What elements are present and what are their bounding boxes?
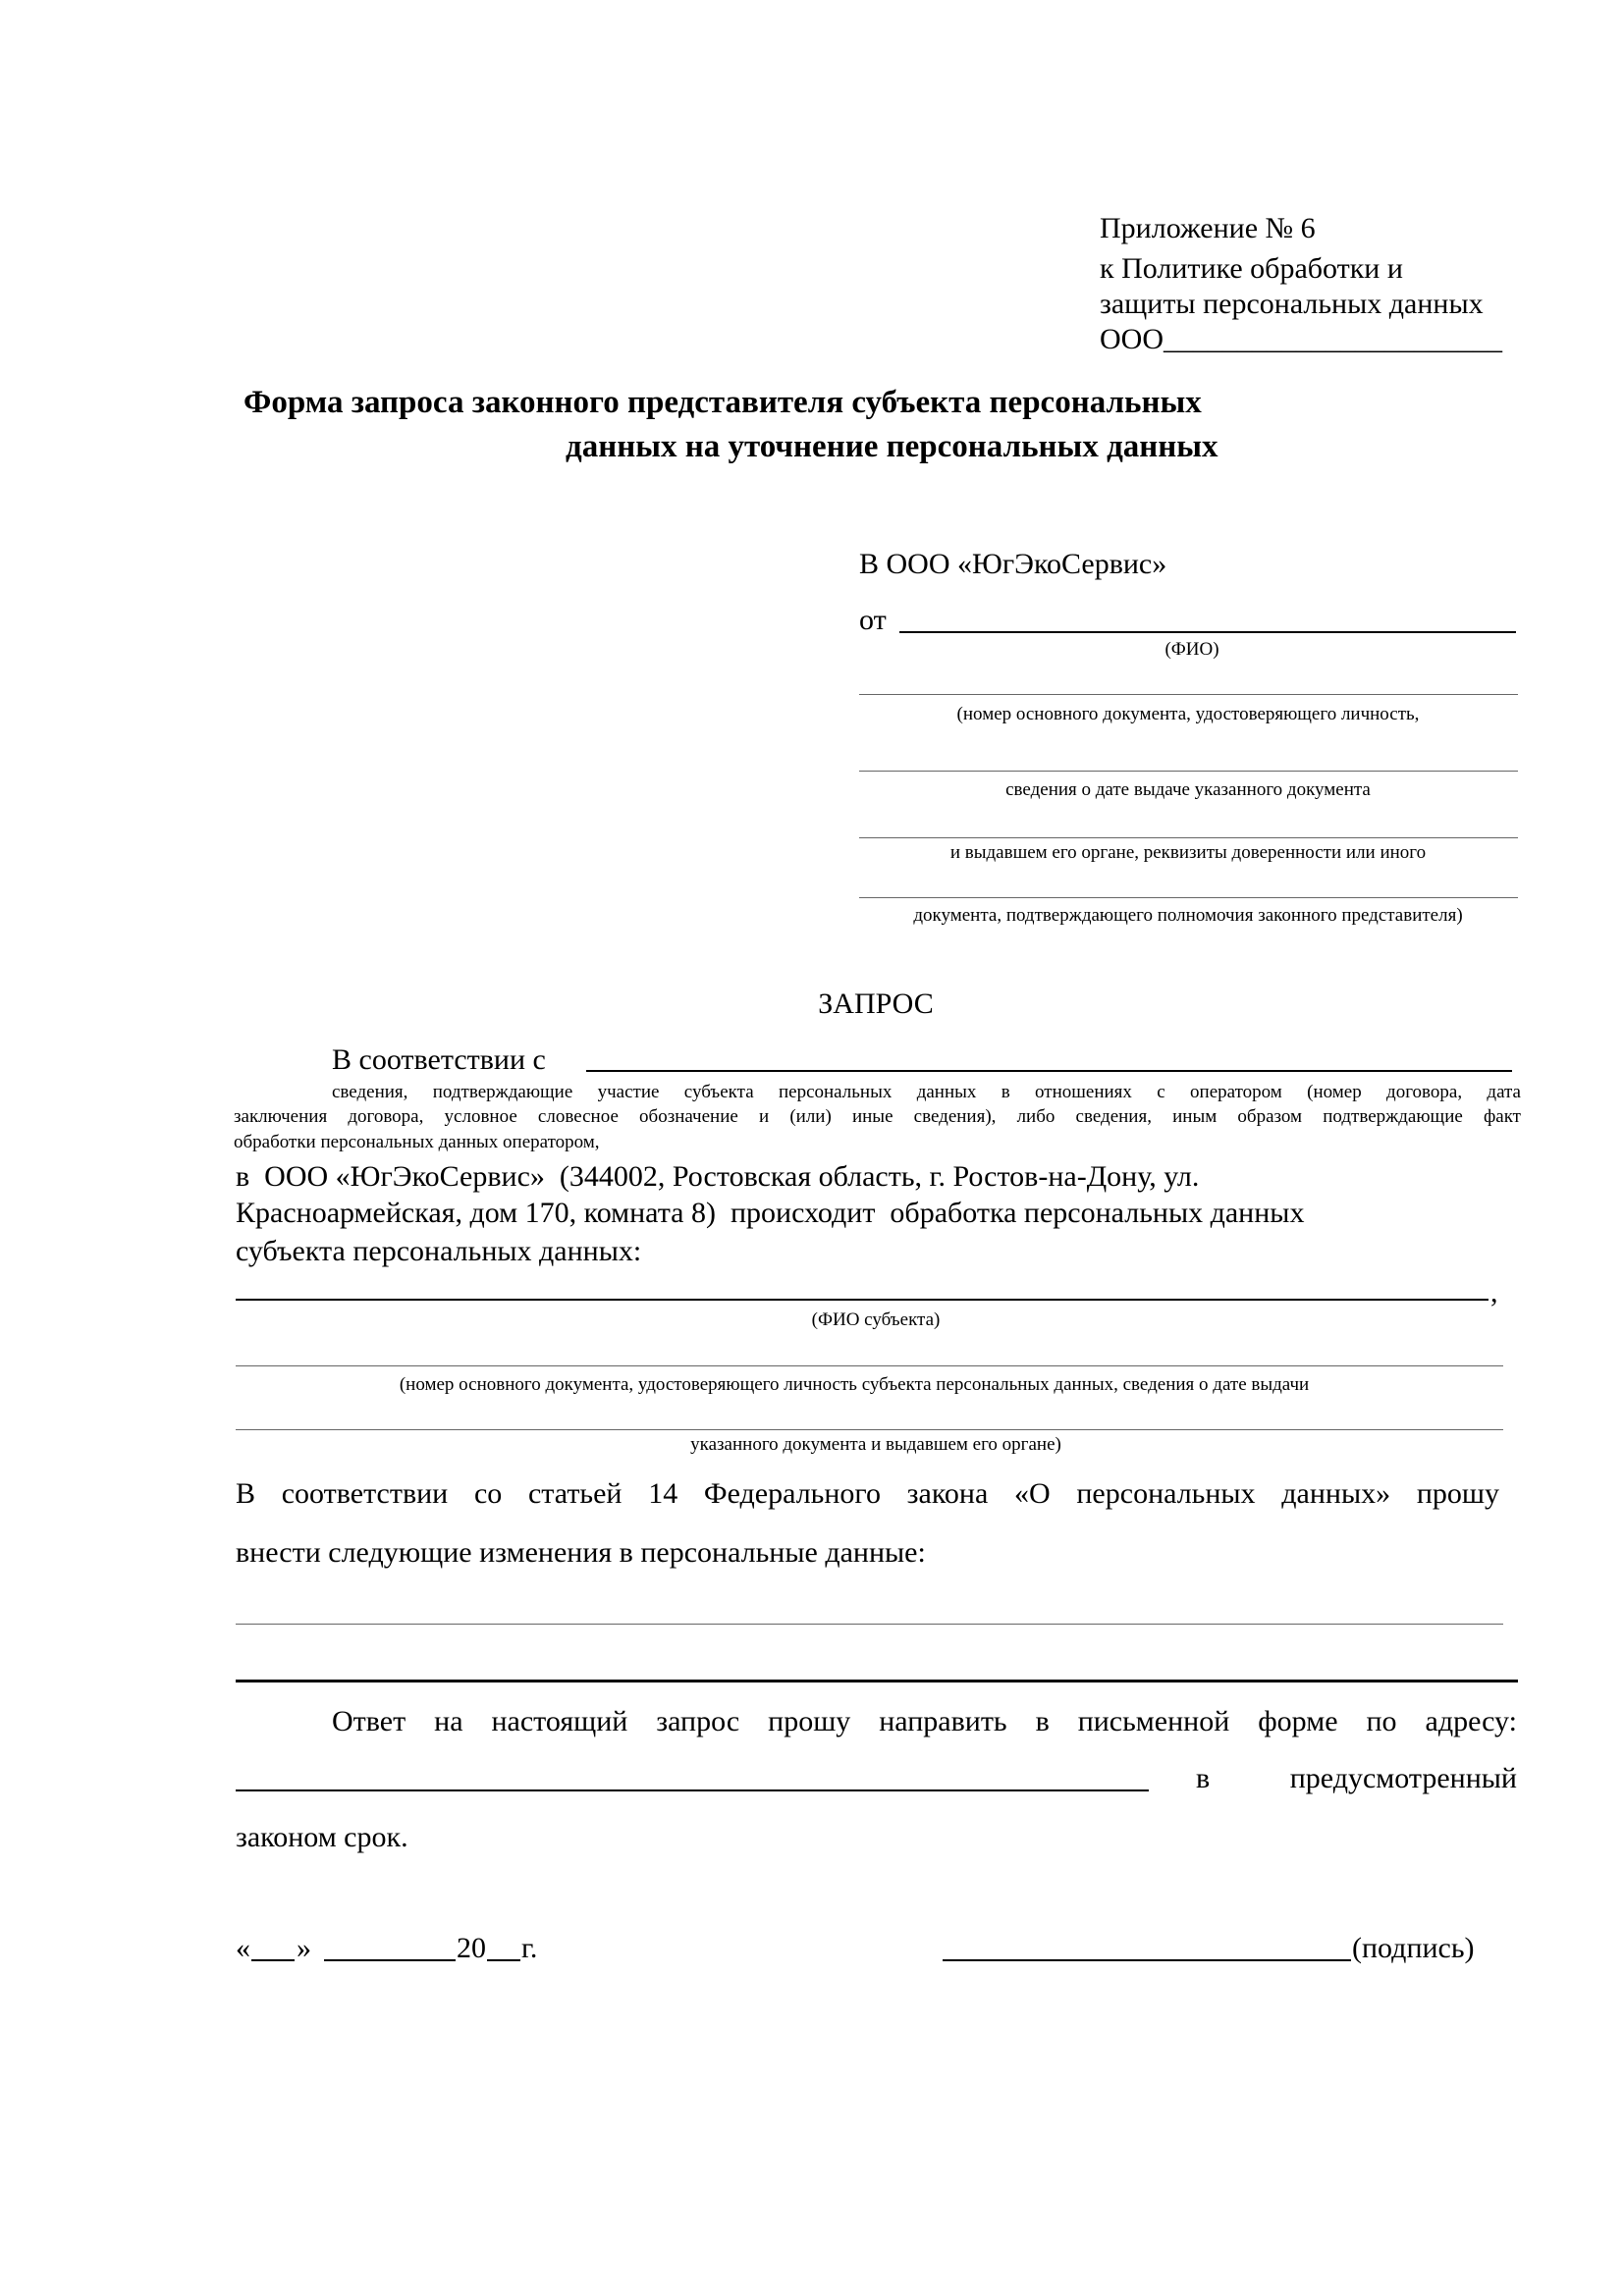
day-field-line[interactable]: [251, 1959, 295, 1961]
signature-caption: (подпись): [1352, 1932, 1475, 1964]
basis-caption: сведения, подтверждающие участие субъекта персональных данных в отношениях с оператором (номер договора, дата: [332, 1082, 1521, 1102]
request-intro: В соответствии с: [332, 1043, 546, 1076]
basis-caption: заключения договора, условное словесное обозначение и (или) иные сведения), либо сведения, иным образом подтверждающие факт: [234, 1106, 1521, 1127]
law-text: внести следующие изменения в персональные данные:: [236, 1536, 926, 1569]
authority-field-line[interactable]: [859, 897, 1518, 898]
subject-fio-field-line[interactable]: [236, 1299, 1489, 1301]
body-text: Красноармейская, дом 170, комната 8) происходит обработка персональных данных: [236, 1197, 1305, 1229]
body-text: субъекта персональных данных:: [236, 1235, 642, 1267]
subject-issuer-field-line[interactable]: [236, 1429, 1503, 1430]
subject-fio-caption: (ФИО субъекта): [811, 1309, 941, 1330]
appendix-number: Приложение № 6: [1100, 212, 1316, 244]
document-field-line[interactable]: [859, 694, 1518, 695]
from-label: от: [859, 604, 887, 636]
field-caption: (номер основного документа, удостоверяющего личность,: [956, 704, 1420, 724]
addressee: В ООО «ЮгЭкоСервис»: [859, 548, 1167, 580]
date-quote-close: »: [297, 1932, 311, 1964]
appendix-line: защиты персональных данных: [1100, 288, 1484, 320]
answer-text: в: [1196, 1762, 1211, 1794]
comma: ,: [1490, 1276, 1498, 1308]
issuer-field-line[interactable]: [859, 837, 1518, 838]
basis-field-line[interactable]: [586, 1070, 1512, 1072]
fio-field-line[interactable]: [899, 631, 1516, 633]
changes-field-line[interactable]: [236, 1624, 1503, 1625]
field-caption: указанного документа и выдавшем его органе): [690, 1434, 1061, 1455]
appendix-org: ООО_______________________: [1100, 323, 1502, 355]
fio-caption: (ФИО): [1164, 639, 1219, 660]
date-year-prefix: 20: [457, 1932, 486, 1964]
appendix-line: к Политике обработки и: [1100, 252, 1403, 285]
document-date-field-line[interactable]: [859, 771, 1518, 772]
field-caption: и выдавшем его органе, реквизиты доверенности или иного: [949, 842, 1427, 863]
address-field-line[interactable]: [236, 1789, 1149, 1791]
signature-field-line[interactable]: [943, 1959, 1351, 1961]
field-caption: (номер основного документа, удостоверяющего личность субъекта персональных данных, сведения о дате выдачи: [399, 1374, 1310, 1395]
body-text: в ООО «ЮгЭкоСервис» (344002, Ростовская область, г. Ростов-на-Дону, ул.: [236, 1160, 1200, 1193]
page-title-line2: данных на уточнение персональных данных: [566, 429, 1218, 464]
answer-text: законом срок.: [236, 1821, 408, 1853]
law-text: В соответствии со статьей 14 Федерального закона «О персональных данных» прошу: [236, 1477, 1499, 1510]
page-title: Форма запроса законного представителя субъекта персональных: [244, 385, 1202, 420]
month-field-line[interactable]: [324, 1959, 456, 1961]
answer-text: Ответ на настоящий запрос прошу направить в письменной форме по адресу:: [332, 1705, 1517, 1737]
date-year-suffix: г.: [521, 1932, 538, 1964]
request-heading: ЗАПРОС: [818, 988, 934, 1020]
subject-document-field-line[interactable]: [236, 1365, 1503, 1366]
basis-caption: обработки персональных данных оператором,: [234, 1132, 600, 1152]
field-caption: сведения о дате выдаче указанного документа: [1005, 779, 1371, 800]
field-caption: документа, подтверждающего полномочия законного представителя): [913, 905, 1463, 926]
date-quote-open: «: [236, 1932, 250, 1964]
answer-text: предусмотренный: [1289, 1762, 1517, 1794]
year-field-line[interactable]: [487, 1959, 520, 1961]
changes-field-line[interactable]: [236, 1680, 1518, 1682]
